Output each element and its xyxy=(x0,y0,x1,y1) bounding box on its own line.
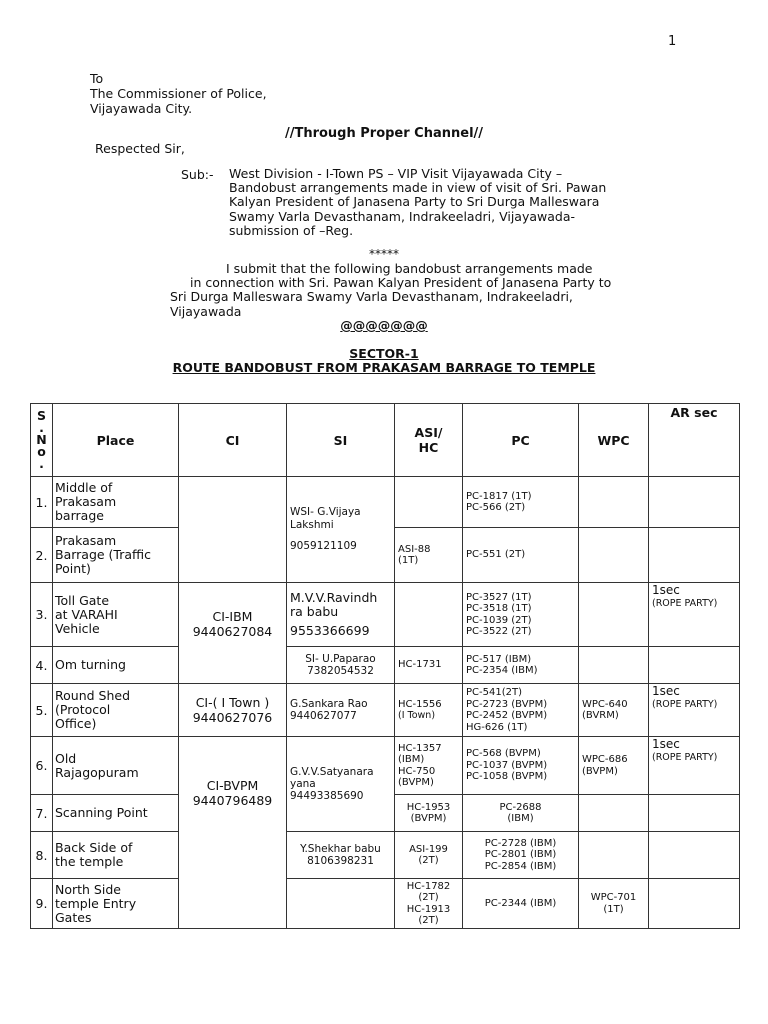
recipient-address xyxy=(90,71,267,116)
cell-ci: CI-BVPM 9440796489 xyxy=(179,737,287,929)
cell-asi: HC-1556 (I Town) xyxy=(395,684,463,737)
cell-pc: PC-1817 (1T) PC-566 (2T) xyxy=(463,477,579,528)
col-header-ar-sec: AR sec xyxy=(649,404,740,477)
table-row xyxy=(31,737,740,795)
cell-pc: PC-541(2T) PC-2723 (BVPM) PC-2452 (BVPM) HG-626 (1T) xyxy=(463,684,579,737)
cell-place: Middle of Prakasam barrage xyxy=(53,477,179,528)
cell-wpc xyxy=(579,477,649,528)
subject-text xyxy=(229,167,606,238)
cell-pc: PC-551 (2T) xyxy=(463,528,579,583)
cell-ci: CI-( I Town ) 9440627076 xyxy=(179,684,287,737)
cell-si: G.Sankara Rao 9440627077 xyxy=(287,684,395,737)
cell-ar xyxy=(649,528,740,583)
table-row xyxy=(31,477,740,528)
cell-asi xyxy=(395,583,463,647)
channel-heading: //Through Proper Channel// xyxy=(284,126,484,141)
cell-sno: 8. xyxy=(31,832,53,879)
page-number: 1 xyxy=(668,34,677,49)
cell-ar: 1sec (ROPE PARTY) xyxy=(649,684,740,737)
sector-title: SECTOR-1 xyxy=(349,346,419,361)
bandobust-table xyxy=(30,403,740,929)
salutation: Respected Sir, xyxy=(95,141,185,156)
table-header-row xyxy=(31,404,740,477)
cell-ci xyxy=(179,477,287,583)
cell-sno: 4. xyxy=(31,647,53,684)
cell-sno: 3. xyxy=(31,583,53,647)
cell-asi xyxy=(395,477,463,528)
col-header-sno: S . N o . xyxy=(31,404,53,477)
cell-sno: 2. xyxy=(31,528,53,583)
cell-place: Scanning Point xyxy=(53,795,179,832)
cell-pc: PC-2728 (IBM) PC-2801 (IBM) PC-2854 (IBM) xyxy=(463,832,579,879)
intro-line: I submit that the following bandobust arrangements made xyxy=(226,261,593,276)
cell-si: Y.Shekhar babu 8106398231 xyxy=(287,832,395,879)
cell-asi: HC-1357 (IBM) HC-750 (BVPM) xyxy=(395,737,463,795)
cell-sno: 6. xyxy=(31,737,53,795)
cell-wpc xyxy=(579,647,649,684)
cell-sno: 9. xyxy=(31,879,53,929)
cell-place: Back Side of the temple xyxy=(53,832,179,879)
cell-si: G.V.V.Satyanara yana 94493385690 xyxy=(287,737,395,832)
cell-wpc: WPC-701 (1T) xyxy=(579,879,649,929)
col-header-wpc: WPC xyxy=(579,404,649,477)
table-row xyxy=(31,583,740,647)
cell-place: Prakasam Barrage (Traffic Point) xyxy=(53,528,179,583)
cell-asi: HC-1731 xyxy=(395,647,463,684)
cell-ar xyxy=(649,477,740,528)
stars-divider: ***** xyxy=(369,247,399,261)
intro-paragraph xyxy=(170,262,611,319)
subject-label: Sub:- xyxy=(181,167,214,182)
address-line: Vijayawada City. xyxy=(90,101,193,116)
cell-wpc xyxy=(579,832,649,879)
intro-line: in connection with Sri. Pawan Kalyan President of Janasena Party to xyxy=(190,275,612,291)
cell-ar xyxy=(649,832,740,879)
address-line: The Commissioner of Police, xyxy=(90,86,267,101)
cell-pc: PC-517 (IBM) PC-2354 (IBM) xyxy=(463,647,579,684)
address-line: To xyxy=(90,71,104,86)
cell-wpc xyxy=(579,528,649,583)
cell-place: Round Shed (Protocol Office) xyxy=(53,684,179,737)
cell-si: M.V.V.Ravindh ra babu 9553366699 xyxy=(287,583,395,647)
cell-ar: 1sec (ROPE PARTY) xyxy=(649,737,740,795)
cell-place: Toll Gate at VARAHI Vehicle xyxy=(53,583,179,647)
subject-line: Bandobust arrangements made in view of visit of Sri. Pawan xyxy=(229,180,607,196)
route-title: ROUTE BANDOBUST FROM PRAKASAM BARRAGE TO TEMPLE xyxy=(172,360,596,375)
col-header-si: SI xyxy=(287,404,395,477)
cell-sno: 1. xyxy=(31,477,53,528)
at-divider: @@@@@@@ xyxy=(340,318,428,333)
cell-si: WSI- G.Vijaya Lakshmi 9059121109 xyxy=(287,477,395,583)
subject-line: Swamy Varla Devasthanam, Indrakeeladri, Vijayawada- xyxy=(229,208,575,224)
cell-pc: PC-2688 (IBM) xyxy=(463,795,579,832)
intro-line: Sri Durga Malleswara Swamy Varla Devasthanam, Indrakeeladri, xyxy=(170,289,573,305)
cell-ar: 1sec (ROPE PARTY) xyxy=(649,583,740,647)
cell-asi: HC-1953 (BVPM) xyxy=(395,795,463,832)
cell-si: SI- U.Paparao 7382054532 xyxy=(287,647,395,684)
subject-line: submission of –Reg. xyxy=(229,222,354,238)
cell-place: North Side temple Entry Gates xyxy=(53,879,179,929)
cell-asi: ASI-88 (1T) xyxy=(395,528,463,583)
col-header-asi-hc: ASI/ HC xyxy=(395,404,463,477)
col-header-pc: PC xyxy=(463,404,579,477)
table-row xyxy=(31,879,740,929)
cell-wpc xyxy=(579,795,649,832)
cell-place: Om turning xyxy=(53,647,179,684)
cell-ar xyxy=(649,879,740,929)
cell-wpc xyxy=(579,583,649,647)
cell-pc: PC-3527 (1T) PC-3518 (1T) PC-1039 (2T) PC-3522 (2T) xyxy=(463,583,579,647)
col-header-ci: CI xyxy=(179,404,287,477)
subject-line: West Division - I-Town PS – VIP Visit Vijayawada City – xyxy=(229,166,563,181)
cell-sno: 7. xyxy=(31,795,53,832)
cell-wpc: WPC-686 (BVPM) xyxy=(579,737,649,795)
cell-asi: HC-1782 (2T) HC-1913 (2T) xyxy=(395,879,463,929)
subject-line: Kalyan President of Janasena Party to Sri Durga Malleswara xyxy=(229,194,600,210)
table-row xyxy=(31,647,740,684)
cell-ar xyxy=(649,647,740,684)
cell-pc: PC-2344 (IBM) xyxy=(463,879,579,929)
intro-line: Vijayawada xyxy=(170,303,242,319)
cell-ci: CI-IBM 9440627084 xyxy=(179,583,287,684)
table-row xyxy=(31,684,740,737)
col-header-place: Place xyxy=(53,404,179,477)
cell-wpc: WPC-640 (BVRM) xyxy=(579,684,649,737)
cell-si xyxy=(287,879,395,929)
cell-ar xyxy=(649,795,740,832)
cell-sno: 5. xyxy=(31,684,53,737)
cell-pc: PC-568 (BVPM) PC-1037 (BVPM) PC-1058 (BVPM) xyxy=(463,737,579,795)
cell-asi: ASI-199 (2T) xyxy=(395,832,463,879)
table-row xyxy=(31,832,740,879)
cell-place: Old Rajagopuram xyxy=(53,737,179,795)
